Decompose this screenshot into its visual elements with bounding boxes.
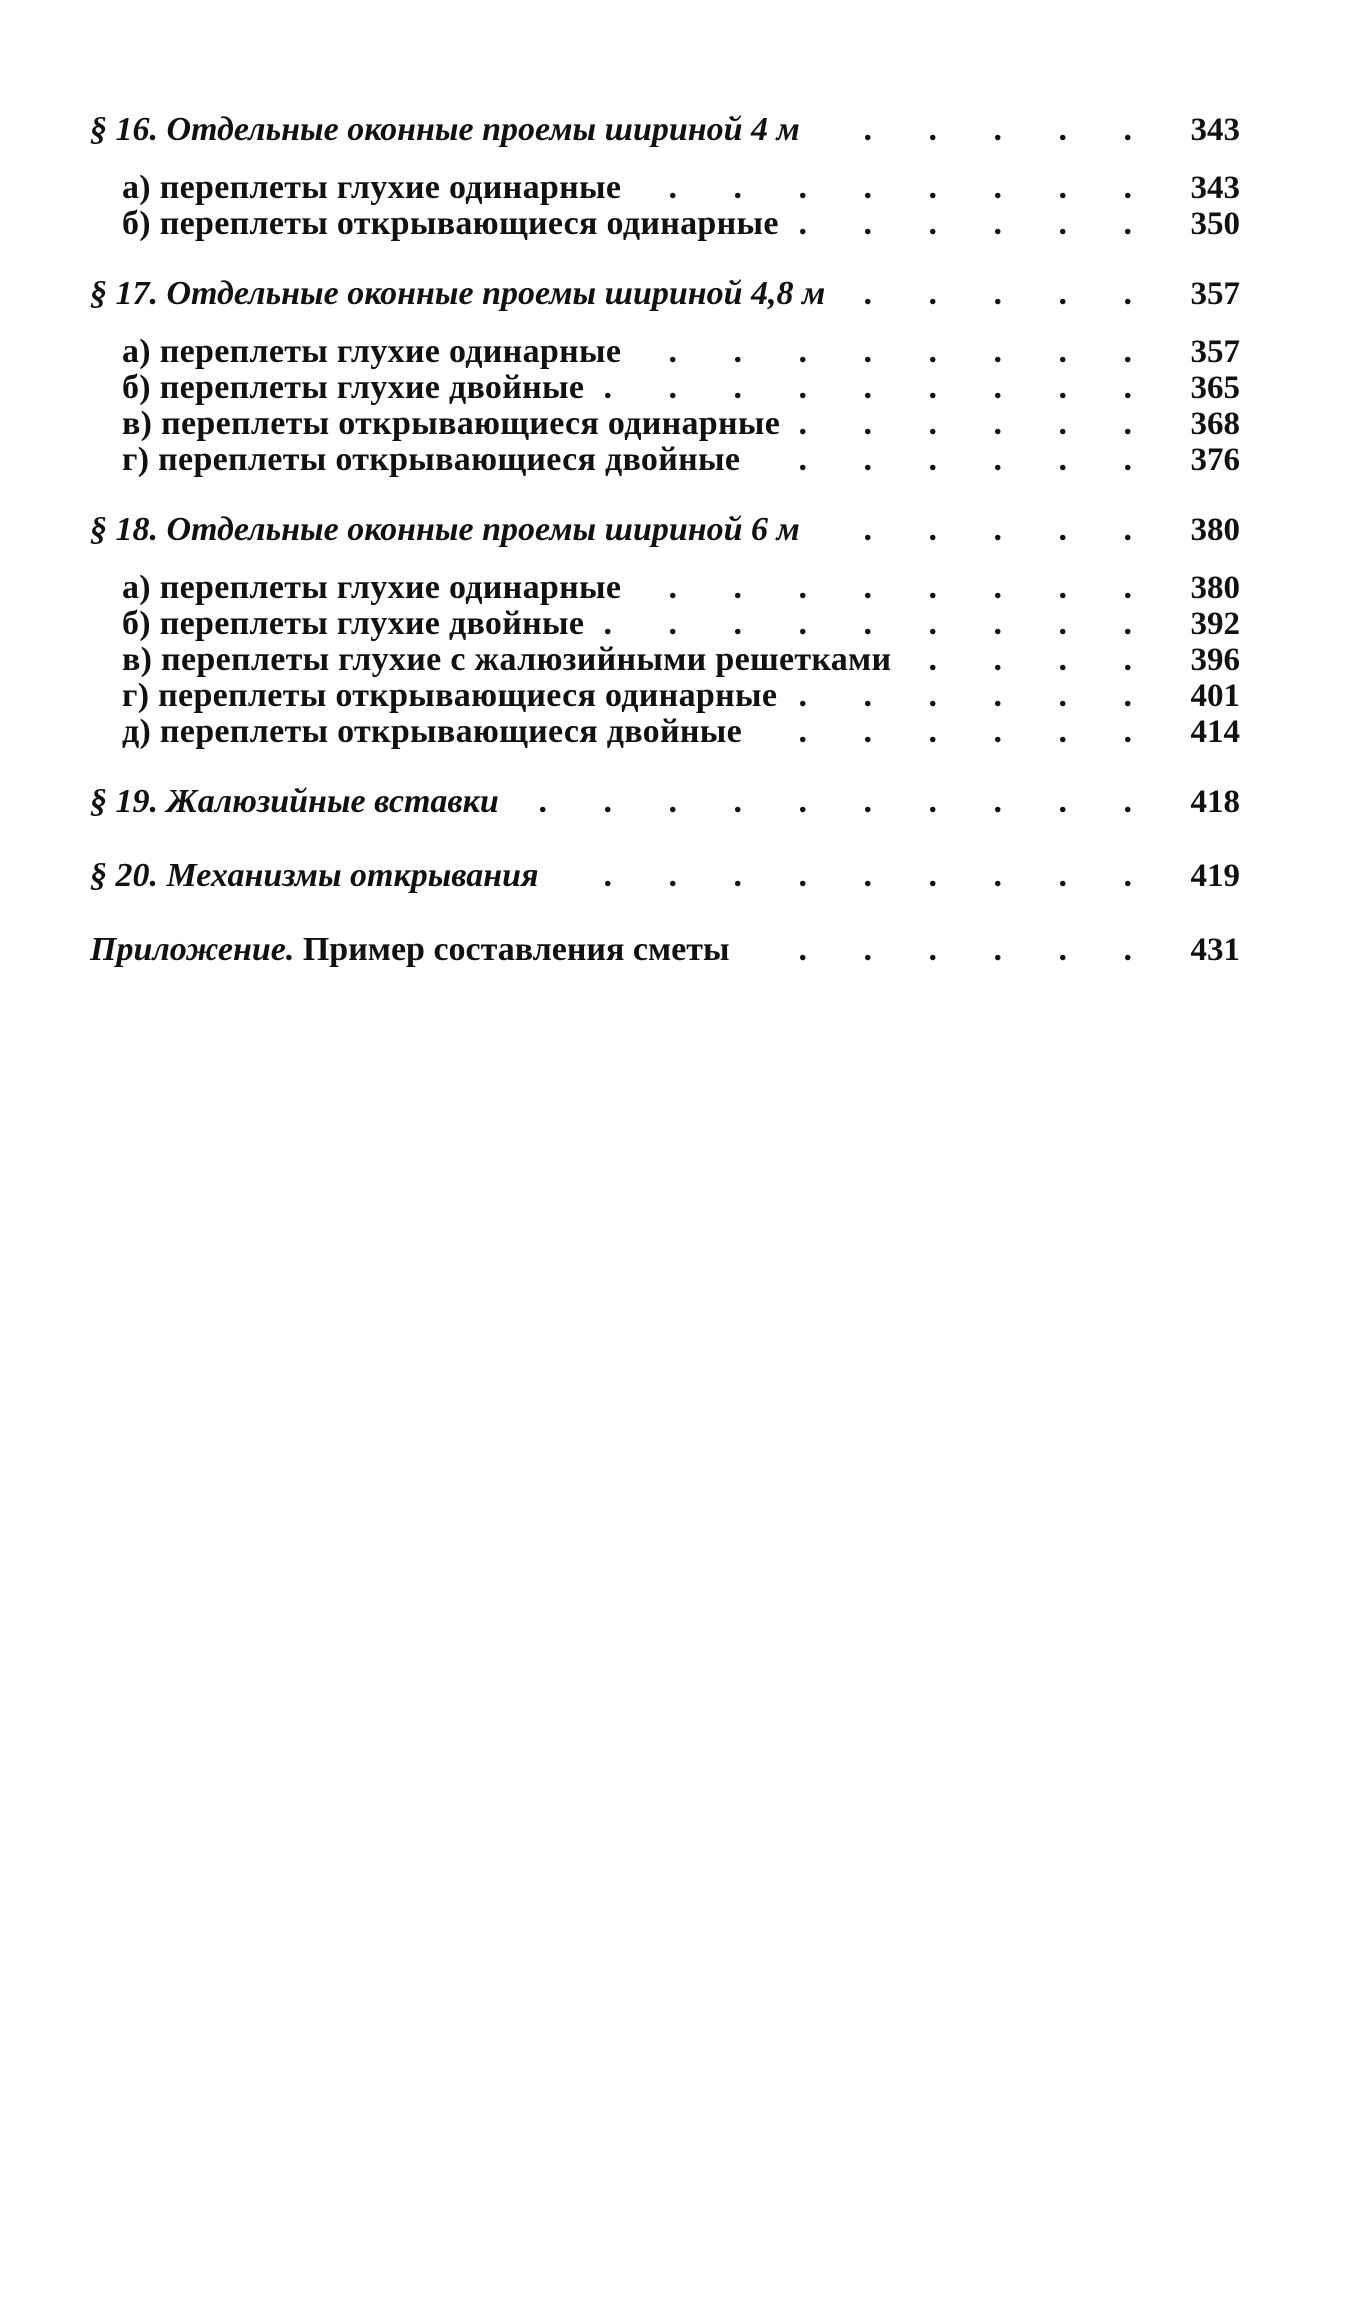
toc-section [90,112,1240,242]
page-number: 357 [1190,334,1240,370]
page-number: 343 [1190,112,1240,148]
page-number: 414 [1190,714,1240,750]
item-label: б) переплеты открывающиеся одинарные [122,205,779,242]
item-label: а) переплеты глухие одинарные [122,333,622,370]
page-number: 343 [1190,170,1240,206]
item-label: б) переплеты глухие двойные [122,605,585,642]
toc-item[interactable] [90,678,1240,714]
section-title: § 18. Отдельные оконные проемы шириной 6 м [90,511,800,548]
toc-section-heading[interactable] [90,112,1240,152]
appendix-label: Приложение. [90,931,295,968]
page-number: 357 [1190,276,1240,312]
item-label: в) переплеты глухие с жалюзийными решетками [122,641,892,678]
dot-leader [905,642,1156,678]
dot-leader [814,112,1156,148]
page-number: 365 [1190,370,1240,406]
section-title: § 19. Жалюзийные вставки [90,783,499,820]
page-number: 396 [1190,642,1240,678]
dot-leader [754,442,1156,478]
toc-item[interactable] [90,406,1240,442]
section-title: § 16. Отдельные оконные проемы шириной 4 м [90,111,800,148]
dot-leader [791,678,1156,714]
table-of-contents [90,112,1240,990]
item-label: д) переплеты открывающиеся двойные [122,713,742,750]
toc-appendix[interactable] [90,932,1240,972]
dot-leader [553,858,1156,894]
page-number: 368 [1190,406,1240,442]
dot-leader [598,370,1156,406]
toc-item[interactable] [90,170,1240,206]
toc-section [90,512,1240,750]
dot-leader [793,206,1156,242]
section-title: § 20. Механизмы открывания [90,857,539,894]
appendix-title: Пример составления сметы [302,931,730,968]
toc-item[interactable] [90,206,1240,242]
toc-section-heading[interactable] [90,784,1240,824]
dot-leader [744,932,1156,968]
toc-section-heading[interactable] [90,276,1240,316]
item-label: г) переплеты открывающиеся двойные [122,441,741,478]
dot-leader [756,714,1156,750]
dot-leader [598,606,1156,642]
page-number: 376 [1190,442,1240,478]
page-number: 418 [1190,784,1240,820]
dot-leader [839,276,1156,312]
page-number: 350 [1190,206,1240,242]
page-number: 401 [1190,678,1240,714]
item-label: г) переплеты открывающиеся одинарные [122,677,778,714]
dot-leader [814,512,1156,548]
page-number: 419 [1190,858,1240,894]
dot-leader [513,784,1156,820]
section-title: § 17. Отдельные оконные проемы шириной 4,8 м [90,275,826,312]
dot-leader [635,170,1156,206]
item-label: б) переплеты глухие двойные [122,369,585,406]
toc-item[interactable] [90,606,1240,642]
toc-item[interactable] [90,642,1240,678]
toc-item[interactable] [90,370,1240,406]
toc-section [90,276,1240,478]
page-number: 380 [1190,512,1240,548]
toc-section-heading[interactable] [90,858,1240,898]
toc-item[interactable] [90,334,1240,370]
item-label: а) переплеты глухие одинарные [122,169,622,206]
dot-leader [635,570,1156,606]
dot-leader [635,334,1156,370]
toc-item[interactable] [90,442,1240,478]
toc-item[interactable] [90,714,1240,750]
page-number: 380 [1190,570,1240,606]
page-number: 431 [1190,932,1240,968]
toc-item[interactable] [90,570,1240,606]
item-label: в) переплеты открывающиеся одинарные [122,405,781,442]
toc-section-heading[interactable] [90,512,1240,552]
dot-leader [794,406,1156,442]
page-number: 392 [1190,606,1240,642]
item-label: а) переплеты глухие одинарные [122,569,622,606]
